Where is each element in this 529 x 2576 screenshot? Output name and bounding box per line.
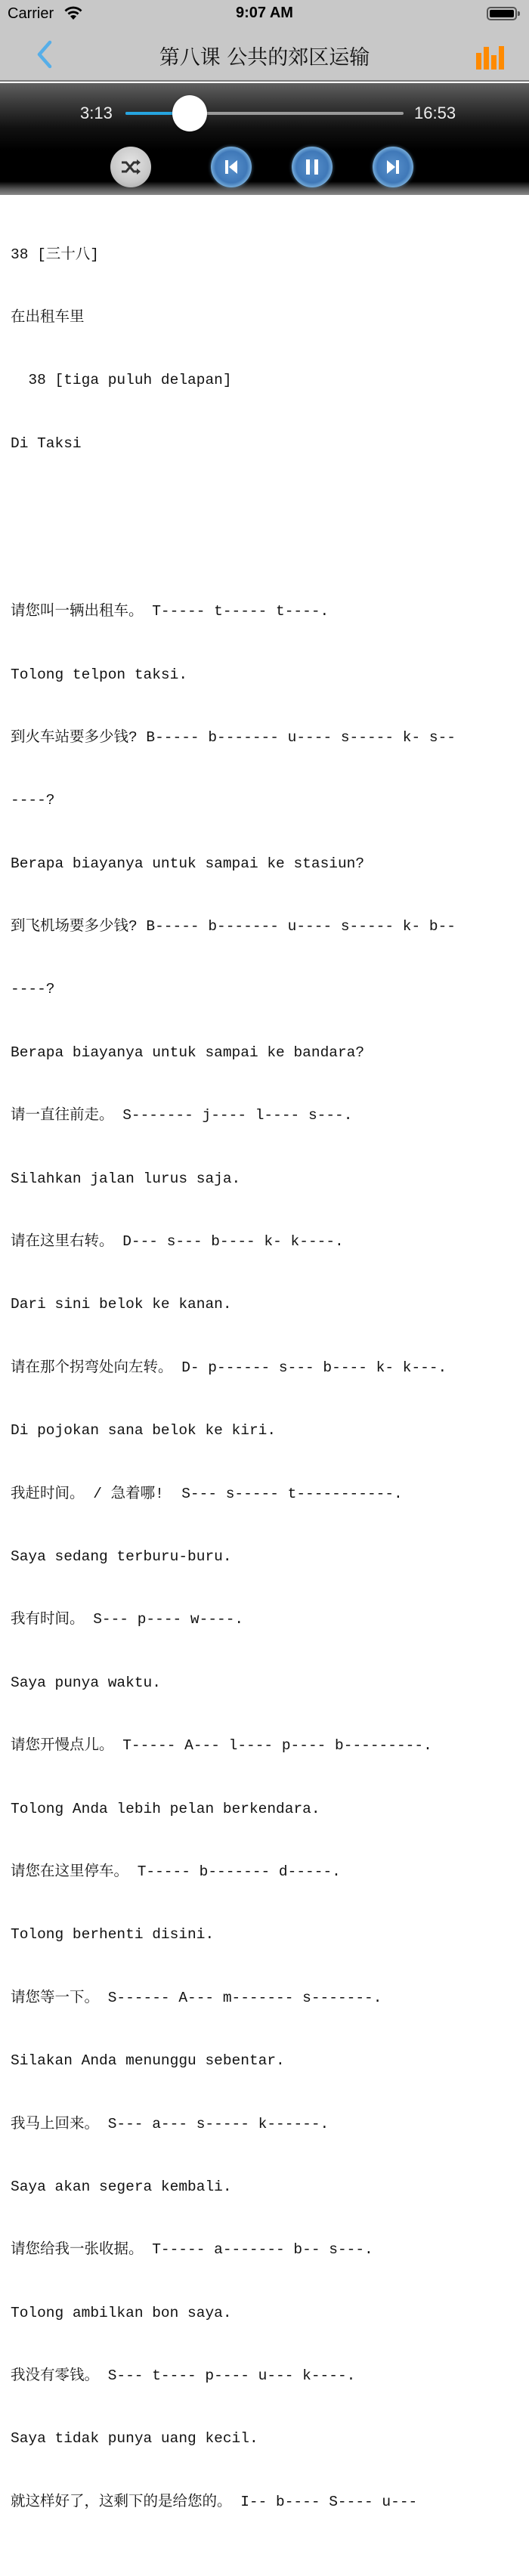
phrase-line: ----? <box>11 792 55 809</box>
shuffle-button[interactable] <box>110 147 151 187</box>
phrase-line: 请在这里右转。 D--- s--- b---- k- k----. <box>11 1233 344 1251</box>
phrase-line: Tolong telpon taksi. <box>11 666 188 683</box>
clock: 9:07 AM <box>236 5 293 21</box>
total-time: 16:53 <box>414 104 456 122</box>
phrase-line: Berapa biayanya untuk sampai ke stasiun? <box>11 855 365 872</box>
phrase-line: 就这样好了，这剩下的是给您的。 I-- b---- S---- u--- <box>11 2493 418 2510</box>
chevron-left-icon <box>30 38 60 71</box>
pause-button[interactable] <box>292 147 333 187</box>
status-bar <box>0 0 529 29</box>
phrase-line: 请您在这里停车。 T----- b------- d-----. <box>11 1863 341 1880</box>
back-button[interactable] <box>30 38 60 71</box>
phrase-line: 到飞机场要多少钱? B----- b------- u---- s----- k- b-- <box>11 918 456 935</box>
phrase-line: Silakan Anda menunggu sebentar. <box>11 2052 285 2070</box>
lesson-number-id: 38 [tiga puluh delapan] <box>11 372 232 389</box>
phrase-line: 请您开慢点儿。 T----- A--- l---- p---- b---------. <box>11 1737 432 1755</box>
phrase-line: 请您等一下。 S------ A--- m------- s-------. <box>11 1989 382 2006</box>
phrase-line: Saya sedang terburu-buru. <box>11 1548 232 1565</box>
phrase-line: 请您给我一张收据。 T----- a------- b-- s---. <box>11 2241 373 2259</box>
lesson-text <box>11 203 529 2576</box>
audio-player <box>0 83 529 195</box>
phrase-line: Di pojokan sana belok ke kiri. <box>11 1422 277 1440</box>
lesson-title-zh: 在出租车里 <box>11 308 85 326</box>
progress-slider[interactable] <box>125 112 404 115</box>
next-button[interactable] <box>373 147 413 187</box>
carrier-label: Carrier <box>8 5 54 22</box>
phrase-line: ----? <box>11 981 55 998</box>
phrase-line: 我马上回来。 S--- a--- s----- k------. <box>11 2115 329 2132</box>
previous-button[interactable] <box>211 147 252 187</box>
equalizer-button[interactable] <box>475 45 508 70</box>
spacer <box>11 496 529 518</box>
skip-previous-icon <box>211 147 252 187</box>
battery-icon <box>487 7 517 20</box>
phrase-line: Berapa biayanya untuk sampai ke bandara? <box>11 1044 365 1061</box>
equalizer-icon <box>475 45 508 70</box>
phrase-list <box>11 560 529 2556</box>
phrase-line: Saya tidak punya uang kecil. <box>11 2430 258 2448</box>
phrase-line: 请您叫一辆出租车。 T----- t----- t----. <box>11 603 329 620</box>
phrase-line: Saya akan segera kembali. <box>11 2178 232 2195</box>
phrase-line: 到火车站要多少钱? B----- b------- u---- s----- k- s-- <box>11 728 456 746</box>
shuffle-icon <box>110 147 151 187</box>
phrase-line: Tolong ambilkan bon saya. <box>11 2304 232 2321</box>
navigation-bar <box>0 29 529 82</box>
phrase-line: 我有时间。 S--- p---- w----. <box>11 1611 244 1628</box>
phrase-line: 我没有零钱。 S--- t---- p---- u--- k----. <box>11 2367 356 2385</box>
phrase-line: Dari sini belok ke kanan. <box>11 1296 232 1313</box>
lesson-number-zh: 38 [三十八] <box>11 246 100 263</box>
skip-next-icon <box>373 147 413 187</box>
phrase-line: 请一直往前走。 S------- j---- l---- s---. <box>11 1107 353 1124</box>
lesson-title-id: Di Taksi <box>11 434 82 452</box>
slider-thumb[interactable] <box>172 95 207 131</box>
phrase-line: 我赶时间。 / 急着哪! S--- s----- t-----------. <box>11 1485 403 1502</box>
page-title: 第八课 公共的郊区运输 <box>159 46 370 70</box>
phrase-line: Saya punya waktu. <box>11 1674 161 1691</box>
current-time: 3:13 <box>80 104 113 122</box>
pause-icon <box>292 147 333 187</box>
phrase-line: Tolong Anda lebih pelan berkendara. <box>11 1800 320 1817</box>
phrase-line: Silahkan jalan lurus saja. <box>11 1170 241 1187</box>
phrase-line: 请在那个拐弯处向左转。 D- p------ s--- b---- k- k---. <box>11 1359 447 1376</box>
phrase-line: Tolong berhenti disini. <box>11 1926 215 1944</box>
